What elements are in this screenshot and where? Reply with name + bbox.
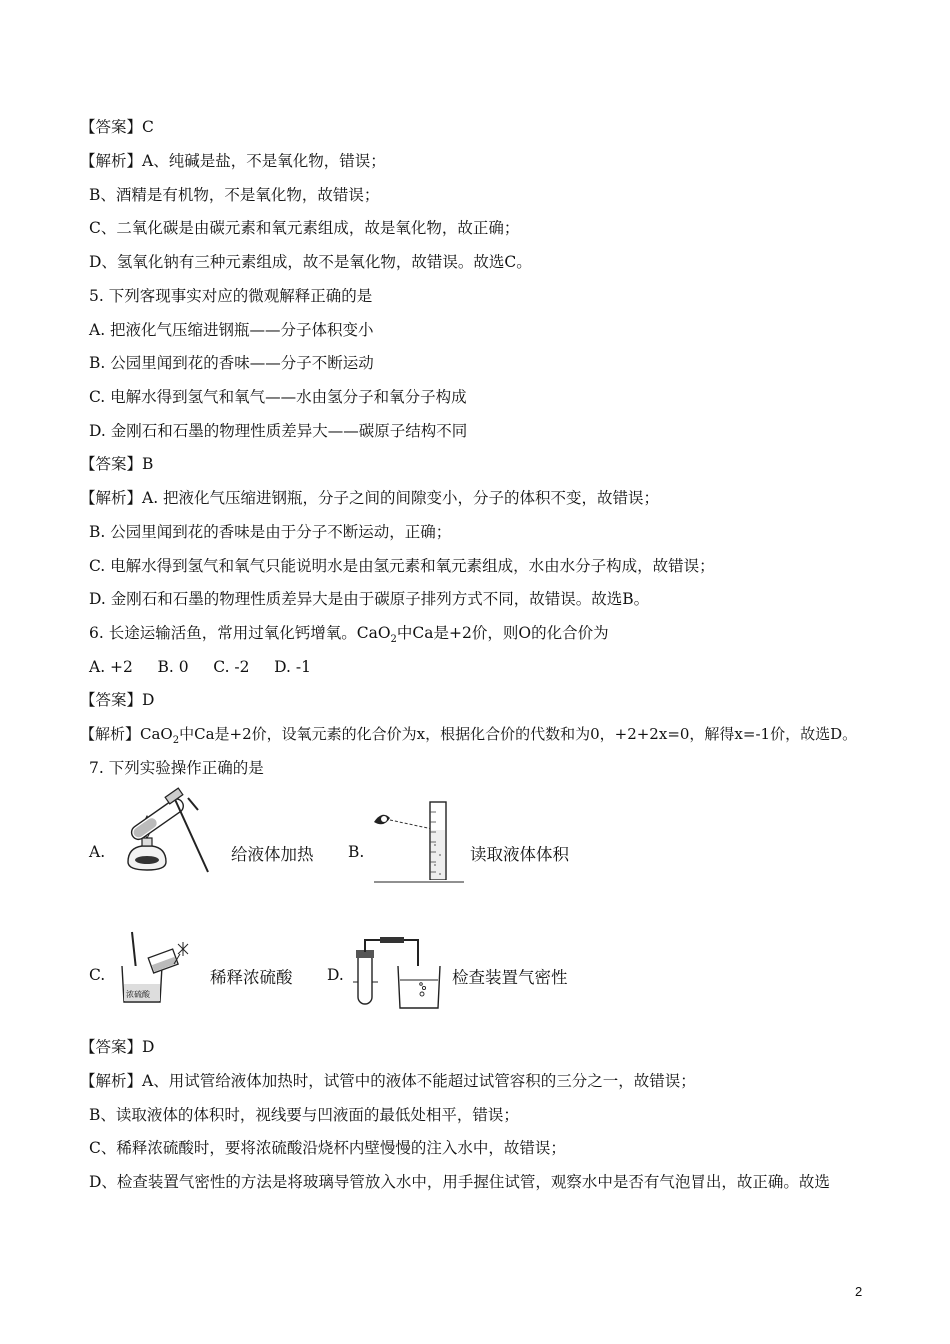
fig-b-label: B. bbox=[348, 843, 365, 861]
fig-b-caption: 读取液体体积 bbox=[470, 845, 569, 864]
q5-option-a: A. 把液化气压缩进钢瓶——分子体积变小 bbox=[89, 321, 374, 339]
q6-options: A. +2 B. 0 C. -2 D. -1 bbox=[89, 658, 311, 676]
q6-answer: 【答案】D bbox=[80, 691, 155, 709]
fig-a-heating-image bbox=[118, 790, 213, 880]
q5-analysis-b: B. 公园里闻到花的香味是由于分子不断运动，正确； bbox=[89, 523, 452, 541]
fig-c-label: C. bbox=[89, 966, 106, 984]
q5-stem: 5. 下列客现事实对应的微观解释正确的是 bbox=[89, 287, 373, 305]
q7-analysis-d: D、检查装置气密性的方法是将玻璃导管放入水中，用手握住试管，观察水中是否有气泡冒出，故正确。故选 bbox=[89, 1173, 830, 1191]
q4-analysis-b: B、酒精是有机物，不是氧化物，故错误； bbox=[89, 186, 380, 204]
q5-option-d: D. 金刚石和石墨的物理性质差异大——碳原子结构不同 bbox=[89, 422, 468, 440]
fig-d-airtight-image bbox=[350, 930, 442, 1012]
q5-analysis-a: 【解析】A. 把液化气压缩进钢瓶，分子之间的间隙变小，分子的体积不变，故错误； bbox=[80, 489, 660, 507]
fig-a-label: A. bbox=[89, 843, 106, 861]
q4-analysis-a: 【解析】A、纯碱是盐，不是氧化物，错误； bbox=[80, 152, 386, 170]
q7-analysis-c: C、稀释浓硫酸时，要将浓硫酸沿烧杯内壁慢慢的注入水中，故错误； bbox=[89, 1139, 566, 1157]
fig-d-label: D. bbox=[327, 966, 344, 984]
q5-option-c: C. 电解水得到氢气和氧气——水由氢分子和氧分子构成 bbox=[89, 388, 467, 406]
page-number: 2 bbox=[855, 1284, 863, 1299]
fig-a-caption: 给液体加热 bbox=[231, 845, 314, 864]
beaker-label: 浓硫酸 bbox=[126, 990, 150, 999]
q5-answer: 【答案】B bbox=[80, 455, 154, 473]
q6-analysis: 【解析】CaO$_2$中Ca是+2价，设氧元素的化合价为x，根据化合价的代数和为0，+2+2x=0，解得x=-1价，故选D。 bbox=[80, 725, 858, 746]
q4-analysis-d: D、氢氧化钠有三种元素组成，故不是氧化物，故错误。故选C。 bbox=[89, 253, 532, 271]
q7-analysis-a: 【解析】A、用试管给液体加热时，试管中的液体不能超过试管容积的三分之一，故错误； bbox=[80, 1072, 696, 1090]
q6-stem: 6. 长途运输活鱼，常用过氧化钙增氧。CaO$_2$中Ca是+2价，则O的化合价为 bbox=[89, 624, 609, 646]
fig-c-dilution-image bbox=[118, 930, 198, 1008]
fig-d-caption: 检查装置气密性 bbox=[452, 968, 568, 987]
q5-analysis-c: C. 电解水得到氢气和氧气只能说明水是由氢元素和氧元素组成，水由水分子构成，故错误； bbox=[89, 557, 715, 575]
q5-option-b: B. 公园里闻到花的香味——分子不断运动 bbox=[89, 354, 374, 372]
fig-c-caption: 稀释浓硫酸 bbox=[210, 968, 293, 987]
q5-analysis-d: D. 金刚石和石墨的物理性质差异大是由于碳原子排列方式不同，故错误。故选B。 bbox=[89, 590, 650, 608]
q7-stem: 7. 下列实验操作正确的是 bbox=[89, 759, 264, 777]
q4-analysis-c: C、二氧化碳是由碳元素和氧元素组成，故是氧化物，故正确； bbox=[89, 219, 520, 237]
fig-b-cylinder-image bbox=[372, 800, 467, 890]
q7-answer: 【答案】D bbox=[80, 1038, 155, 1056]
q7-analysis-b: B、读取液体的体积时，视线要与凹液面的最低处相平，错误； bbox=[89, 1106, 519, 1124]
q4-answer: 【答案】C bbox=[80, 118, 154, 136]
